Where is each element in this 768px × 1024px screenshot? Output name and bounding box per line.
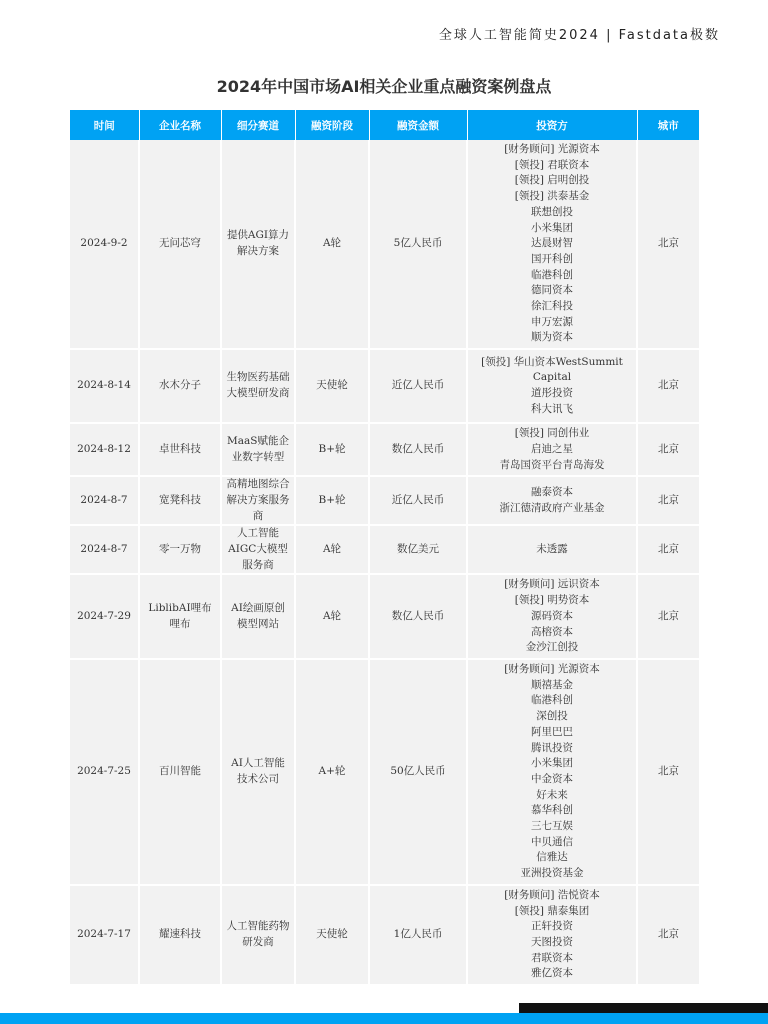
cell-investors <box>467 349 637 423</box>
cell-city: 北京 <box>637 659 699 885</box>
table-row <box>70 476 699 525</box>
table-body <box>70 140 699 985</box>
cell-investors <box>467 885 637 985</box>
investor-item: 德同资本 <box>531 284 573 297</box>
cell-stage: B+轮 <box>295 423 369 476</box>
financing-table <box>70 110 699 986</box>
investor-item: 临港科创 <box>531 694 573 707</box>
cell-date: 2024-7-29 <box>70 574 139 659</box>
cell-date: 2024-8-7 <box>70 525 139 574</box>
investor-item: 申万宏源 <box>531 315 573 328</box>
cell-date: 2024-9-2 <box>70 140 139 349</box>
cell-track: 人工智能AIGC大模型服务商 <box>221 525 295 574</box>
investor-item: 中贝通信 <box>531 835 573 848</box>
cell-date: 2024-7-17 <box>70 885 139 985</box>
cell-company: 卓世科技 <box>139 423 221 476</box>
cell-stage: A轮 <box>295 525 369 574</box>
table-row <box>70 525 699 574</box>
investor-item: 联想创投 <box>531 205 573 218</box>
investor-item: 天图投资 <box>531 935 573 948</box>
cell-company: 耀速科技 <box>139 885 221 985</box>
cell-track: MaaS赋能企业数字转型 <box>221 423 295 476</box>
cell-stage: A轮 <box>295 574 369 659</box>
cell-company: 无问芯穹 <box>139 140 221 349</box>
cell-company: 零一万物 <box>139 525 221 574</box>
investor-item: 慕华科创 <box>531 804 573 817</box>
investor-item: 顺为资本 <box>531 331 573 344</box>
investor-item: 亚洲投资基金 <box>520 867 584 880</box>
cell-stage: B+轮 <box>295 476 369 525</box>
cell-amount: 近亿人民币 <box>369 476 467 525</box>
cell-city: 北京 <box>637 574 699 659</box>
investor-item: 高榕资本 <box>531 625 573 638</box>
investor-item: 阿里巴巴 <box>531 725 573 738</box>
investor-item: [领投] 明势资本 <box>514 594 590 607</box>
header-text: 全球人工智能简史2024 | Fastdata极数 <box>438 28 720 43</box>
investor-item: 小米集团 <box>531 221 573 234</box>
table-row <box>70 423 699 476</box>
cell-amount: 5亿人民币 <box>369 140 467 349</box>
col-header-track: 细分赛道 <box>221 110 295 140</box>
investor-item: 启迪之星 <box>531 442 573 455</box>
investor-item: 好未来 <box>536 788 568 801</box>
cell-investors <box>467 574 637 659</box>
investor-item: [财务顾问] 光源资本 <box>504 143 600 155</box>
investor-item: 科大讯飞 <box>531 402 573 415</box>
investor-item: 三七互娱 <box>531 820 573 833</box>
investor-item: 信雅达 <box>536 851 568 864</box>
footer-bar-dark <box>519 1003 768 1013</box>
cell-track: AI绘画原创模型网站 <box>221 574 295 659</box>
cell-amount: 50亿人民币 <box>369 659 467 885</box>
investor-item: 临港科创 <box>531 268 573 281</box>
cell-stage: A轮 <box>295 140 369 349</box>
cell-track: 人工智能药物研发商 <box>221 885 295 985</box>
investor-item: 融泰资本 <box>531 486 573 499</box>
investor-item: [领投] 华山资本WestSummit <box>481 355 623 368</box>
col-header-company: 企业名称 <box>139 110 221 140</box>
investor-item: 金沙江创投 <box>525 641 579 654</box>
cell-amount: 数亿人民币 <box>369 574 467 659</box>
investor-item: 源码资本 <box>531 609 573 622</box>
investor-item: 顺禧基金 <box>531 678 573 691</box>
cell-company: LiblibAI哩布哩布 <box>139 574 221 659</box>
table-row <box>70 349 699 423</box>
cell-track: 生物医药基础大模型研发商 <box>221 349 295 423</box>
investor-item: 雅亿资本 <box>531 967 573 980</box>
cell-city: 北京 <box>637 525 699 574</box>
investor-item: [领投] 启明创投 <box>514 174 590 187</box>
table-header-row <box>70 110 699 140</box>
investor-item: [领投] 同创伟业 <box>514 427 590 440</box>
investor-item: [财务顾问] 远识资本 <box>504 578 600 591</box>
investor-item: [财务顾问] 浩悦资本 <box>504 888 600 901</box>
table-row <box>70 659 699 885</box>
cell-date: 2024-7-25 <box>70 659 139 885</box>
investor-item: Capital <box>532 371 572 384</box>
cell-investors <box>467 140 637 349</box>
cell-company: 水木分子 <box>139 349 221 423</box>
investor-item: 君联资本 <box>531 951 573 964</box>
cell-city: 北京 <box>637 349 699 423</box>
cell-city: 北京 <box>637 423 699 476</box>
cell-amount: 近亿人民币 <box>369 349 467 423</box>
cell-track: 高精地图综合解决方案服务商 <box>221 476 295 525</box>
page-title: 2024年中国市场AI相关企业重点融资案例盘点 <box>216 77 552 96</box>
investor-item: 小米集团 <box>531 757 573 770</box>
cell-amount: 1亿人民币 <box>369 885 467 985</box>
cell-track: 提供AGI算力解决方案 <box>221 140 295 349</box>
cell-company: 百川智能 <box>139 659 221 885</box>
investor-item: 正轩投资 <box>531 920 573 933</box>
investor-item: 徐汇科投 <box>531 300 573 313</box>
col-header-investors: 投资方 <box>467 110 637 140</box>
cell-city: 北京 <box>637 885 699 985</box>
cell-company: 宽凳科技 <box>139 476 221 525</box>
investor-item: 腾讯投资 <box>531 741 573 754</box>
footer-bar-blue <box>0 1013 768 1024</box>
col-header-amount: 融资金额 <box>369 110 467 140</box>
cell-stage: 天使轮 <box>295 885 369 985</box>
table-row <box>70 140 699 349</box>
cell-amount: 数亿美元 <box>369 525 467 574</box>
cell-investors <box>467 423 637 476</box>
investor-item: 达晨财智 <box>531 237 573 250</box>
investor-item: [领投] 鼎泰集团 <box>514 904 590 917</box>
col-header-date: 时间 <box>70 110 139 140</box>
investor-item: [领投] 洪泰基金 <box>514 190 590 203</box>
investor-item: 中金资本 <box>531 772 573 785</box>
investor-item: [财务顾问] 光源资本 <box>504 662 600 675</box>
cell-city: 北京 <box>637 476 699 525</box>
cell-city: 北京 <box>637 140 699 349</box>
cell-stage: A+轮 <box>295 659 369 885</box>
cell-investors <box>467 659 637 885</box>
cell-amount: 数亿人民币 <box>369 423 467 476</box>
col-header-city: 城市 <box>637 110 699 140</box>
cell-date: 2024-8-7 <box>70 476 139 525</box>
investor-item: 未透露 <box>536 543 568 556</box>
cell-track: AI人工智能技术公司 <box>221 659 295 885</box>
cell-stage: 天使轮 <box>295 349 369 423</box>
investor-item: 青岛国资平台青岛海发 <box>499 458 605 471</box>
investor-item: 国开科创 <box>531 252 573 265</box>
investor-item: 深创投 <box>536 710 568 723</box>
col-header-stage: 融资阶段 <box>295 110 369 140</box>
cell-date: 2024-8-14 <box>70 349 139 423</box>
table-row <box>70 885 699 985</box>
investor-item: [领投] 君联资本 <box>514 158 590 171</box>
investor-item: 浙江德清政府产业基金 <box>499 501 605 514</box>
cell-date: 2024-8-12 <box>70 423 139 476</box>
table-row <box>70 574 699 659</box>
cell-investors <box>467 525 637 574</box>
investor-item: 道彤投资 <box>531 387 573 400</box>
cell-investors <box>467 476 637 525</box>
